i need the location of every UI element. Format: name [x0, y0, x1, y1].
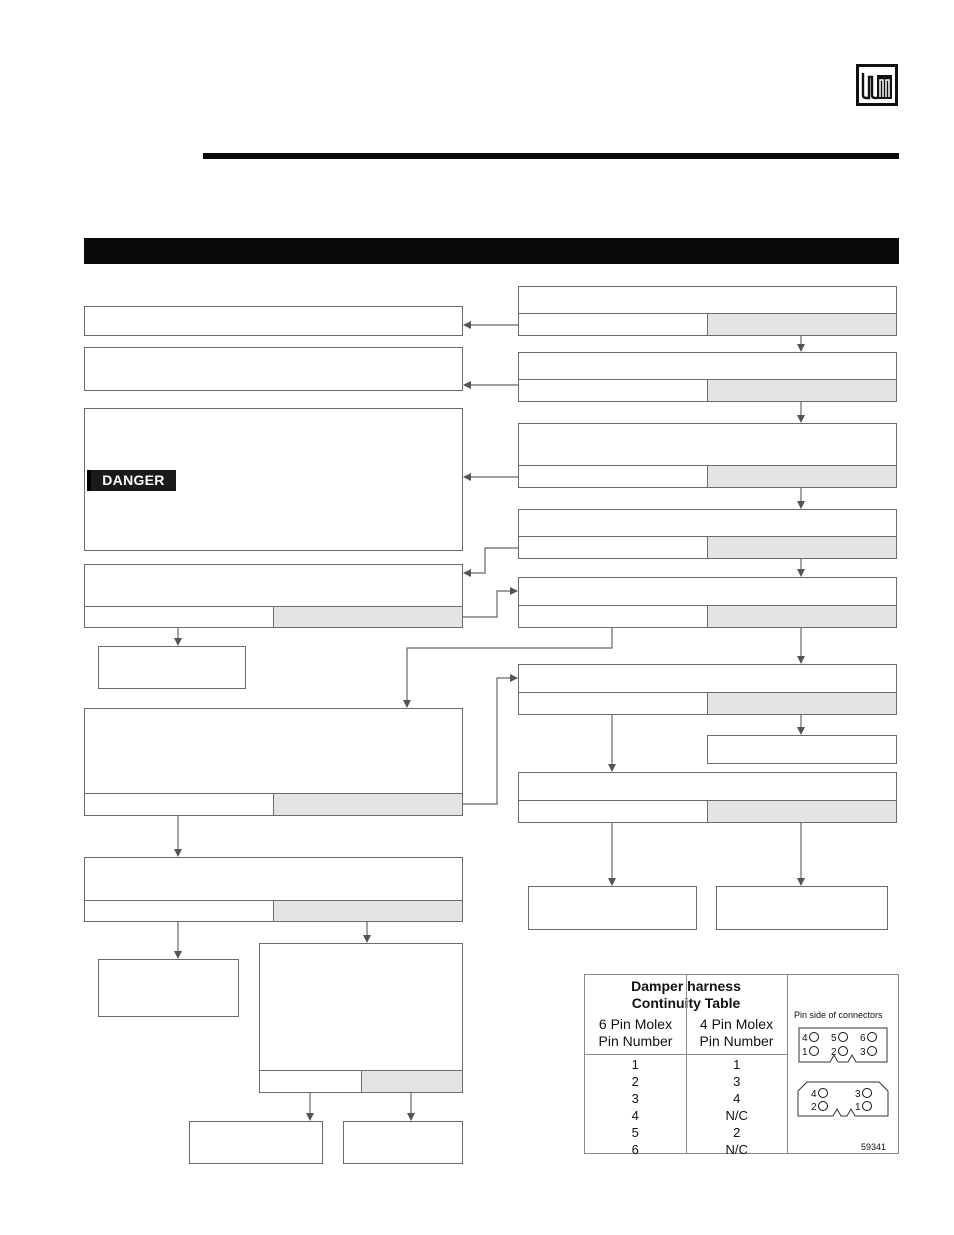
- table-title-line-1: Damper harness: [631, 978, 741, 994]
- yes-no-row: [519, 800, 896, 822]
- table-cell: 3: [733, 1074, 741, 1089]
- pin-label: 2: [811, 1102, 817, 1113]
- result-box-right-1: [707, 735, 897, 764]
- yes-no-row: [519, 379, 896, 401]
- decision-box-left-1: [84, 564, 463, 628]
- result-box-left-4: [343, 1121, 463, 1164]
- pin-label: 3: [860, 1047, 866, 1058]
- decision-box-right-2: [518, 352, 897, 402]
- action-box-2: [84, 347, 463, 391]
- pin-side-caption: Pin side of connectors: [794, 1010, 883, 1020]
- pin-label: 5: [831, 1033, 837, 1044]
- arrow: [463, 591, 517, 617]
- six-pin-column: [585, 1056, 686, 1158]
- pin-label: 2: [831, 1047, 837, 1058]
- table-cell: 4: [733, 1091, 741, 1106]
- decision-box-right-3: [518, 423, 897, 488]
- yes-no-row: [85, 606, 462, 627]
- result-box-right-3: [716, 886, 888, 930]
- decision-box-left-2: [84, 708, 463, 816]
- pin-label: 6: [860, 1033, 866, 1044]
- action-box-1: [84, 306, 463, 336]
- table-cell: 1: [631, 1057, 639, 1072]
- arrow: [464, 548, 518, 573]
- table-cell: 2: [631, 1074, 639, 1089]
- damper-harness-continuity-table: [584, 974, 899, 1157]
- six-pin-connector-diagram: [798, 1027, 888, 1063]
- result-box-left-1: [98, 646, 246, 689]
- yes-no-row: [519, 536, 896, 558]
- four-pin-header-line-2: Pin Number: [699, 1033, 774, 1049]
- table-cell: 3: [631, 1091, 639, 1106]
- figure-code: 59341: [861, 1142, 887, 1152]
- pin-label: 4: [811, 1089, 817, 1100]
- yes-no-row: [85, 900, 462, 921]
- danger-label: DANGER: [87, 470, 176, 491]
- table-cell: 1: [733, 1057, 741, 1072]
- decision-box-right-5: [518, 577, 897, 628]
- yes-no-row: [260, 1070, 462, 1092]
- wm-logo-icon: [856, 64, 898, 106]
- table-title-line-2: Continuity Table: [631, 995, 741, 1011]
- result-box-left-2: [98, 959, 239, 1017]
- four-pin-header-line-1: 4 Pin Molex: [699, 1016, 774, 1032]
- six-pin-header: [585, 1016, 686, 1054]
- table-cell: 6: [631, 1142, 639, 1157]
- decision-box-left-4: [259, 943, 463, 1093]
- yes-no-row: [519, 692, 896, 714]
- decision-box-right-1: [518, 286, 897, 336]
- header-rule: [203, 153, 899, 159]
- four-pin-column: [686, 975, 788, 1157]
- result-box-right-2: [528, 886, 697, 930]
- yes-no-row: [519, 465, 896, 487]
- yes-no-row: [85, 793, 462, 815]
- arrow: [463, 678, 517, 804]
- pin-label: 1: [802, 1047, 808, 1058]
- decision-box-right-4: [518, 509, 897, 559]
- table-cell: 4: [631, 1108, 639, 1123]
- table-body: [585, 1056, 787, 1158]
- result-box-left-3: [189, 1121, 323, 1164]
- table-cell: 2: [733, 1125, 741, 1140]
- table-cell: 5: [631, 1125, 639, 1140]
- pin-label: 1: [855, 1102, 861, 1113]
- six-pin-header-line-2: Pin Number: [598, 1033, 673, 1049]
- table-cell: N/C: [725, 1108, 748, 1123]
- pin-label: 3: [855, 1089, 861, 1100]
- decision-box-left-3: [84, 857, 463, 922]
- pin-label: 4: [802, 1033, 808, 1044]
- section-title-bar: [84, 238, 899, 264]
- yes-no-row: [519, 605, 896, 627]
- six-pin-header-line-1: 6 Pin Molex: [598, 1016, 673, 1032]
- decision-box-right-7: [518, 772, 897, 823]
- decision-box-right-6: [518, 664, 897, 715]
- yes-no-row: [519, 313, 896, 335]
- table-cell: N/C: [725, 1142, 748, 1157]
- four-pin-connector-diagram: [797, 1081, 889, 1117]
